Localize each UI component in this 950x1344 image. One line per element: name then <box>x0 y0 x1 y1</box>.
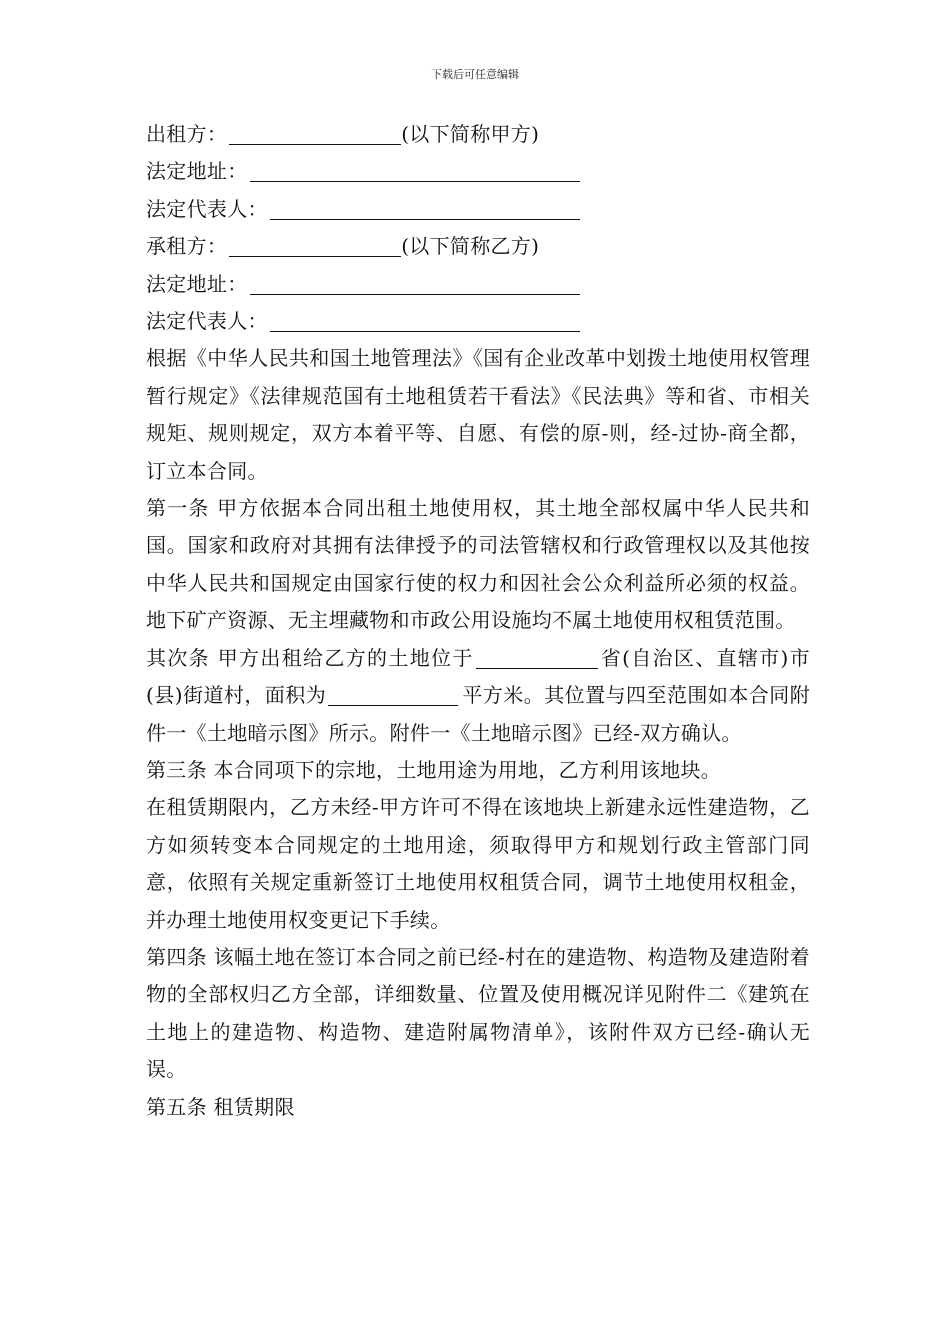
article-4: 第四条 该幅土地在签订本合同之前已经-村在的建造物、构造物及建造附着物的全部权归乙方全部，详细数量、位置及使用概况详见附件二《建筑在土地上的建造物、构造物、建造附属物清单》，该附件双方已经-确认无误。 <box>146 944 810 1082</box>
article-3-continued: 在租赁期限内，乙方未经-甲方许可不得在该地块上新建永远性建造物，乙方如须转变本合同规定的土地用途，须取得甲方和规划行政主管部门同意，依照有关规定重新签订土地使用权租赁合同，调节土地使用权租金，并办理土地使用权变更记下手续。 <box>146 795 810 932</box>
article-2-text-3: 平方米。其位置与四至范围如本合同附件一《土地暗示图》所示。附件一《土地暗示图》已经-双方确认。 <box>146 683 810 745</box>
lessor-address-line <box>146 153 810 190</box>
area-blank[interactable] <box>328 683 458 706</box>
lessee-name-blank[interactable] <box>229 234 401 257</box>
contract-body <box>146 116 810 1126</box>
lessee-suffix: (以下简称乙方) <box>401 234 540 259</box>
lessor-address-blank[interactable] <box>250 159 580 182</box>
lessee-rep-label: 法定代表人： <box>146 309 268 334</box>
province-blank[interactable] <box>476 646 598 669</box>
article-2-text-2: 省(自治区、直辖市)市(县)街道村，面积为 <box>146 645 810 708</box>
lessor-label: 出租方： <box>146 122 228 146</box>
lessor-name-blank[interactable] <box>229 122 401 145</box>
lessee-address-blank[interactable] <box>250 272 580 295</box>
article-5-heading: 第五条 租赁期限 <box>146 1094 295 1119</box>
lessor-suffix: (以下简称甲方) <box>401 122 540 146</box>
lessee-label: 承租方： <box>146 234 228 259</box>
lessee-rep-line <box>146 303 810 340</box>
article-2 <box>146 640 810 752</box>
lessee-address-label: 法定地址： <box>146 271 248 296</box>
page-header-note: 下载后可任意编辑 <box>431 68 519 81</box>
lessee-rep-blank[interactable] <box>270 309 580 332</box>
lessee-line <box>146 228 810 265</box>
lessee-address-line <box>146 266 810 303</box>
article-1: 第一条 甲方依据本合同出租土地使用权，其土地全部权属中华人民共和国。国家和政府对其拥有法律授予的司法管辖权和行政管理权以及其他按中华人民共和国规定由国家行使的权力和因社会公众利益所必须的权益。地下矿产资源、无主埋藏物和市政公用设施均不属土地使用权租赁范围。 <box>146 496 810 633</box>
lessor-address-label: 法定地址： <box>146 159 248 184</box>
lessor-line <box>146 116 810 153</box>
intro-paragraph: 根据《中华人民共和国土地管理法》《国有企业改革中划拨土地使用权管理暂行规定》《法律规范国有土地租赁若干看法》《民法典》等和省、市相关规矩、规则规定，双方本着平等、自愿、有偿的原-则，经-过协-商全都，订立本合同。 <box>146 346 810 483</box>
lessor-rep-label: 法定代表人： <box>146 196 268 221</box>
lessor-rep-blank[interactable] <box>270 197 580 220</box>
article-3: 第三条 本合同项下的宗地，土地用途为用地，乙方利用该地块。 <box>146 757 722 782</box>
lessor-rep-line <box>146 191 810 228</box>
article-2-text-1: 其次条 甲方出租给乙方的土地位于 <box>146 645 474 670</box>
